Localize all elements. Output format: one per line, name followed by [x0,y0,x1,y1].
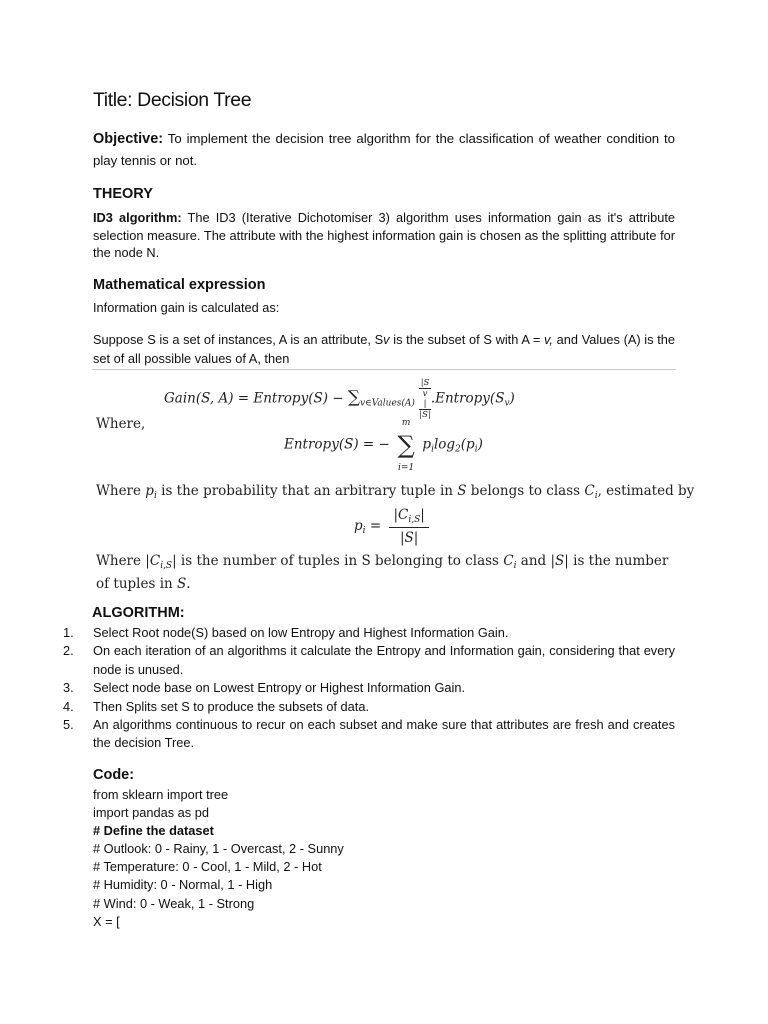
entropy-arg-sub: i [474,444,478,455]
pdef-part: Where [96,483,146,499]
entropy-p-sub: i [431,444,434,455]
code-line: # Wind: 0 - Weak, 1 - Strong [93,895,255,911]
code-line: # Humidity: 0 - Normal, 1 - High [93,877,273,893]
theory-paragraph [93,209,675,262]
w2-sub: i,S [160,561,173,571]
pdef-var: p [145,483,154,499]
gain-frac-num-end: | [423,399,427,409]
list-item-text: Select node base on Lowest Entropy or Highest Information Gain. [93,680,466,696]
gain-sum-sub: v∈Values(A) [360,398,415,409]
gain-rhs: .Entropy(S [430,390,505,407]
w2-sub: i [513,561,517,571]
math-definition [93,331,675,368]
objective-text: To implement the decision tree algorithm for the classification of weather condition to play tennis or not. [93,131,675,168]
pdef-sub: i [594,491,598,501]
code-line: from sklearn import tree [93,787,229,802]
gain-rhs-end: ) [509,390,515,407]
pdef-sub: i [153,491,157,501]
code-block [93,786,344,931]
list-item-number: 5. [63,717,74,733]
page-title: Title: Decision Tree [93,89,252,111]
formula-top-rule [92,369,676,370]
w2-var: S [555,553,565,569]
w2-var: S [177,576,187,592]
code-line: import pandas as pd [93,805,209,821]
w2-var: C [149,553,161,569]
formula-image [92,369,695,593]
pi-lhs: p [354,518,363,534]
pi-fraction [389,507,428,546]
code-heading: Code: [93,767,135,783]
entropy-sum [394,418,418,473]
list-item-number: 4. [63,698,74,714]
pdef-var: S [457,483,467,499]
list-item-number: 3. [63,680,74,696]
pdef-part: is the probability that an arbitrary tuple in [156,483,458,499]
entropy-log-base: 2 [455,444,461,455]
w2-part: | is the number of tuples in [96,553,669,592]
pi-num-sub: i,S [408,515,421,525]
list-item-number: 1. [63,625,74,640]
pi-num: |C [393,507,409,523]
w2-part: and | [516,553,556,569]
pi-equals: = [365,518,382,534]
list-item-text: Then Splits set S to produce the subsets of data. [93,698,370,714]
gain-sum-symbol: ∑ [347,387,361,408]
entropy-log: log [433,436,456,453]
list-item-text: On each iteration of an algorithms it calculate the Entropy and Information gain, considering that every node is unused. [93,643,675,677]
w2-part: Where | [96,553,150,569]
objective-label: Objective: [93,131,164,147]
code-line: # Temperature: 0 - Cool, 1 - Mild, 2 - Hot [93,859,322,875]
entropy-sum-top: m [401,418,411,428]
list-item-number: 2. [63,643,74,659]
list-item-text: An algorithms continuous to recur on each subset and make sure that attributes are fresh and creates the decision Tree. [93,717,675,751]
objective-paragraph [93,128,675,172]
w2-part: . [186,576,191,592]
entropy-arg-end: ) [477,436,483,453]
pi-lhs-sub: i [362,526,366,536]
w2-part: | is the number of tuples in S belonging to class [172,553,504,569]
math-def-part: and Values (A) is the set of all possible values of A, then [93,332,676,366]
algorithm-heading: ALGORITHM: [92,605,185,621]
math-heading: Mathematical expression [93,277,266,293]
entropy-arg: (p [460,436,475,453]
gain-frac-num-sub: v [422,389,428,399]
class-count-definition [96,552,672,593]
list-item [63,679,675,697]
list-item [63,698,675,716]
pdef-var: C [584,483,595,499]
entropy-formula [284,418,483,473]
list-item [63,624,675,642]
gain-frac-den: |S| [419,410,431,420]
entropy-sum-symbol: ∑ [397,431,415,459]
math-def-part: Suppose S is a set of instances, A is an attribute, S [93,332,384,347]
pdef-part: , estimated by [597,483,695,499]
gain-rhs-sub: v [504,398,510,409]
math-def-part: is the subset of S with A = [389,332,544,347]
entropy-p: p [422,436,432,453]
gain-frac-num: |S [420,378,430,388]
pi-formula [354,507,429,546]
math-def-sub: v [383,332,390,347]
theory-heading: THEORY [93,186,153,202]
probability-definition [96,483,694,501]
theory-text: The ID3 (Iterative Dichotomiser 3) algorithm uses information gain as it's attribute selection measure. The attribute with the highest information gain is chosen as the splitting attribute for the node N. [93,210,676,260]
where-label: Where, [96,416,146,432]
list-item [63,642,675,679]
algorithm-list [63,624,675,753]
math-intro: Information gain is calculated as: [93,300,280,315]
theory-label: ID3 algorithm: [93,210,182,225]
w2-var: C [503,553,514,569]
code-comment-bold: # Define the dataset [93,823,214,839]
list-item [63,716,675,753]
entropy-sum-bottom: i=1 [398,463,415,473]
code-line: X = [ [93,913,120,929]
gain-formula [164,378,515,420]
gain-fraction [419,378,431,420]
entropy-lhs: Entropy(S) = − [284,436,390,453]
math-def-var: v, [543,332,553,347]
gain-lhs: Gain(S, A) = Entropy(S) − [164,390,348,407]
list-item-text: Select Root node(S) based on low Entropy and Highest Information Gain. [93,625,509,640]
pi-den: |S| [399,530,419,546]
pdef-part: belongs to class [466,483,585,499]
pi-num-end: | [420,507,425,523]
code-line: # Outlook: 0 - Rainy, 1 - Overcast, 2 - Sunny [93,841,344,857]
